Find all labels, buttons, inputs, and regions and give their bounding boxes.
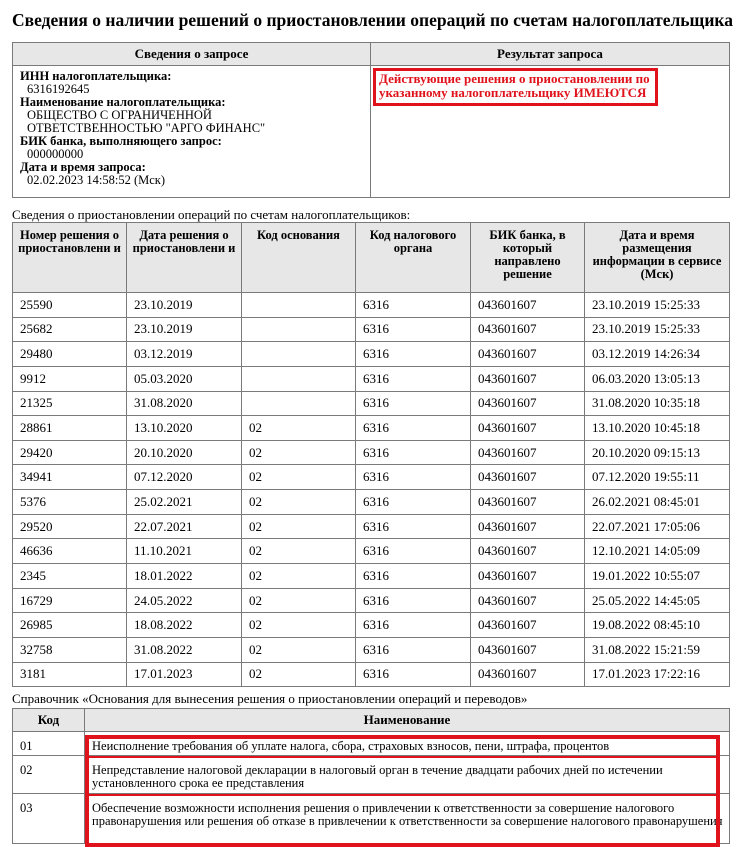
decision-date: 20.10.2020 (127, 440, 242, 465)
request-info-cell (13, 66, 371, 198)
bank-bik: 043601607 (471, 317, 585, 342)
decision-date: 05.03.2020 (127, 366, 242, 391)
decision-number: 29480 (13, 342, 127, 367)
table-row (13, 539, 730, 564)
tax-office-code: 6316 (356, 293, 471, 318)
posting-datetime: 26.02.2021 08:45:01 (585, 490, 730, 515)
table-row (13, 293, 730, 318)
table-row (13, 366, 730, 391)
table-row (13, 391, 730, 416)
decision-number: 5376 (13, 490, 127, 515)
decision-date: 23.10.2019 (127, 293, 242, 318)
posting-datetime: 20.10.2020 09:15:13 (585, 440, 730, 465)
table-row (13, 440, 730, 465)
basis-code (242, 366, 356, 391)
reference-name: Непредставление налоговой декларации в налоговый орган в течение двадцати рабочих дней по истечении установленного срока ее представления (85, 756, 730, 794)
posting-datetime: 19.08.2022 08:45:10 (585, 613, 730, 638)
bank-bik: 043601607 (471, 366, 585, 391)
tax-office-code: 6316 (356, 637, 471, 662)
table-row (13, 416, 730, 441)
decision-number: 25590 (13, 293, 127, 318)
reference-code-header: Код (13, 709, 85, 732)
bank-bik: 043601607 (471, 293, 585, 318)
bik-value: 000000000 (27, 147, 84, 161)
table-row (13, 342, 730, 367)
bank-bik: 043601607 (471, 490, 585, 515)
tax-office-code: 6316 (356, 317, 471, 342)
table-row (13, 588, 730, 613)
reference-name: Неисполнение требования об уплате налога, сбора, страховых взносов, пени, штрафа, процентов (85, 732, 730, 756)
tax-office-code: 6316 (356, 564, 471, 589)
decision-date: 23.10.2019 (127, 317, 242, 342)
posting-datetime: 03.12.2019 14:26:34 (585, 342, 730, 367)
posting-datetime: 07.12.2020 19:55:11 (585, 465, 730, 490)
decision-number: 26985 (13, 613, 127, 638)
table-row (13, 637, 730, 662)
basis-code: 02 (242, 490, 356, 515)
tax-office-code: 6316 (356, 391, 471, 416)
request-result-cell (371, 66, 730, 198)
basis-code: 02 (242, 564, 356, 589)
decision-date: 31.08.2022 (127, 637, 242, 662)
tax-office-code-header: Код налогового органа (356, 223, 471, 293)
basis-code: 02 (242, 539, 356, 564)
tax-office-code: 6316 (356, 539, 471, 564)
decision-number: 2345 (13, 564, 127, 589)
bank-bik: 043601607 (471, 440, 585, 465)
inn-label: ИНН налогоплательщика: (20, 69, 172, 83)
bank-bik: 043601607 (471, 588, 585, 613)
table-row (13, 564, 730, 589)
posting-datetime: 31.08.2020 10:35:18 (585, 391, 730, 416)
reference-name-header: Наименование (85, 709, 730, 732)
decision-number: 25682 (13, 317, 127, 342)
decision-number: 9912 (13, 366, 127, 391)
bik-label: БИК банка, выполняющего запрос: (20, 134, 222, 148)
reference-code: 02 (13, 756, 85, 794)
reference-caption: Справочник «Основания для вынесения решения о приостановлении операций и переводов» (12, 691, 528, 706)
decisions-table (12, 222, 730, 687)
inn-value: 6316192645 (27, 82, 90, 96)
tax-office-code: 6316 (356, 465, 471, 490)
tax-office-code: 6316 (356, 662, 471, 687)
decision-date: 07.12.2020 (127, 465, 242, 490)
decision-date: 18.01.2022 (127, 564, 242, 589)
decision-number: 28861 (13, 416, 127, 441)
posting-datetime: 19.01.2022 10:55:07 (585, 564, 730, 589)
bank-bik: 043601607 (471, 613, 585, 638)
tax-office-code: 6316 (356, 342, 471, 367)
decision-number: 46636 (13, 539, 127, 564)
posting-datetime: 22.07.2021 17:05:06 (585, 514, 730, 539)
posting-datetime: 12.10.2021 14:05:09 (585, 539, 730, 564)
basis-code (242, 317, 356, 342)
bank-bik: 043601607 (471, 662, 585, 687)
posting-datetime-header: Дата и время размещения информации в сервисе (Мск) (585, 223, 730, 293)
decisions-header-row (13, 223, 730, 293)
bank-bik: 043601607 (471, 514, 585, 539)
reference-code: 01 (13, 732, 85, 756)
decision-date: 22.07.2021 (127, 514, 242, 539)
request-info-table (12, 42, 730, 198)
tax-office-code: 6316 (356, 514, 471, 539)
decision-number: 16729 (13, 588, 127, 613)
request-result-text: Действующие решения о приостановлении по указанному налогоплательщику ИМЕЮТСЯ (373, 68, 658, 106)
basis-code: 02 (242, 613, 356, 638)
tax-office-code: 6316 (356, 440, 471, 465)
tax-office-code: 6316 (356, 490, 471, 515)
basis-code: 02 (242, 637, 356, 662)
bank-bik: 043601607 (471, 416, 585, 441)
basis-code: 02 (242, 465, 356, 490)
tax-office-code: 6316 (356, 416, 471, 441)
taxpayer-name-label: Наименование налогоплательщика: (20, 95, 226, 109)
table-row (13, 465, 730, 490)
decision-date: 31.08.2020 (127, 391, 242, 416)
basis-code: 02 (242, 662, 356, 687)
table-row (13, 662, 730, 687)
decision-date: 13.10.2020 (127, 416, 242, 441)
posting-datetime: 23.10.2019 15:25:33 (585, 293, 730, 318)
request-result-header: Результат запроса (371, 43, 730, 66)
posting-datetime: 23.10.2019 15:25:33 (585, 317, 730, 342)
decision-date: 11.10.2021 (127, 539, 242, 564)
basis-code-header: Код основания (242, 223, 356, 293)
posting-datetime: 25.05.2022 14:45:05 (585, 588, 730, 613)
tax-office-code: 6316 (356, 588, 471, 613)
decision-number: 32758 (13, 637, 127, 662)
decision-number: 34941 (13, 465, 127, 490)
posting-datetime: 31.08.2022 15:21:59 (585, 637, 730, 662)
decision-date: 03.12.2019 (127, 342, 242, 367)
bank-bik: 043601607 (471, 564, 585, 589)
decision-date-header: Дата решения о приостановлени и (127, 223, 242, 293)
decision-date: 18.08.2022 (127, 613, 242, 638)
posting-datetime: 17.01.2023 17:22:16 (585, 662, 730, 687)
decision-number: 21325 (13, 391, 127, 416)
decision-number: 3181 (13, 662, 127, 687)
decision-number: 29420 (13, 440, 127, 465)
table-row (13, 317, 730, 342)
bank-bik: 043601607 (471, 391, 585, 416)
posting-datetime: 06.03.2020 13:05:13 (585, 366, 730, 391)
table-row (13, 613, 730, 638)
decisions-caption: Сведения о приостановлении операций по счетам налогоплательщиков: (12, 207, 411, 222)
decision-number: 29520 (13, 514, 127, 539)
table-row (13, 514, 730, 539)
taxpayer-name-value: ОБЩЕСТВО С ОГРАНИЧЕННОЙ ОТВЕТСТВЕННОСТЬЮ "АРГО ФИНАНС" (27, 108, 266, 135)
basis-code: 02 (242, 440, 356, 465)
bank-bik: 043601607 (471, 539, 585, 564)
bank-bik: 043601607 (471, 342, 585, 367)
basis-code: 02 (242, 588, 356, 613)
reference-name: Обеспечение возможности исполнения решения о привлечении к ответственности за совершение налогового правонарушения или решения об отказе в привлечении к ответственности за совершение налогового правонарушения (85, 794, 730, 844)
basis-code (242, 293, 356, 318)
request-datetime-value: 02.02.2023 14:58:52 (Мск) (27, 173, 166, 187)
bank-bik: 043601607 (471, 637, 585, 662)
bank-bik: 043601607 (471, 465, 585, 490)
basis-code: 02 (242, 416, 356, 441)
tax-office-code: 6316 (356, 366, 471, 391)
basis-code: 02 (242, 514, 356, 539)
page-title: Сведения о наличии решений о приостановлении операций по счетам налогоплательщика (12, 10, 733, 30)
request-datetime-label: Дата и время запроса: (20, 160, 146, 174)
tax-office-code: 6316 (356, 613, 471, 638)
reference-table (12, 708, 730, 844)
decision-date: 17.01.2023 (127, 662, 242, 687)
basis-code (242, 391, 356, 416)
basis-code (242, 342, 356, 367)
table-row (13, 490, 730, 515)
reference-code: 03 (13, 794, 85, 844)
decision-date: 25.02.2021 (127, 490, 242, 515)
request-info-header: Сведения о запросе (13, 43, 371, 66)
decision-number-header: Номер решения о приостановлени и (13, 223, 127, 293)
bank-bik-header: БИК банка, в который направлено решение (471, 223, 585, 293)
posting-datetime: 13.10.2020 10:45:18 (585, 416, 730, 441)
decision-date: 24.05.2022 (127, 588, 242, 613)
